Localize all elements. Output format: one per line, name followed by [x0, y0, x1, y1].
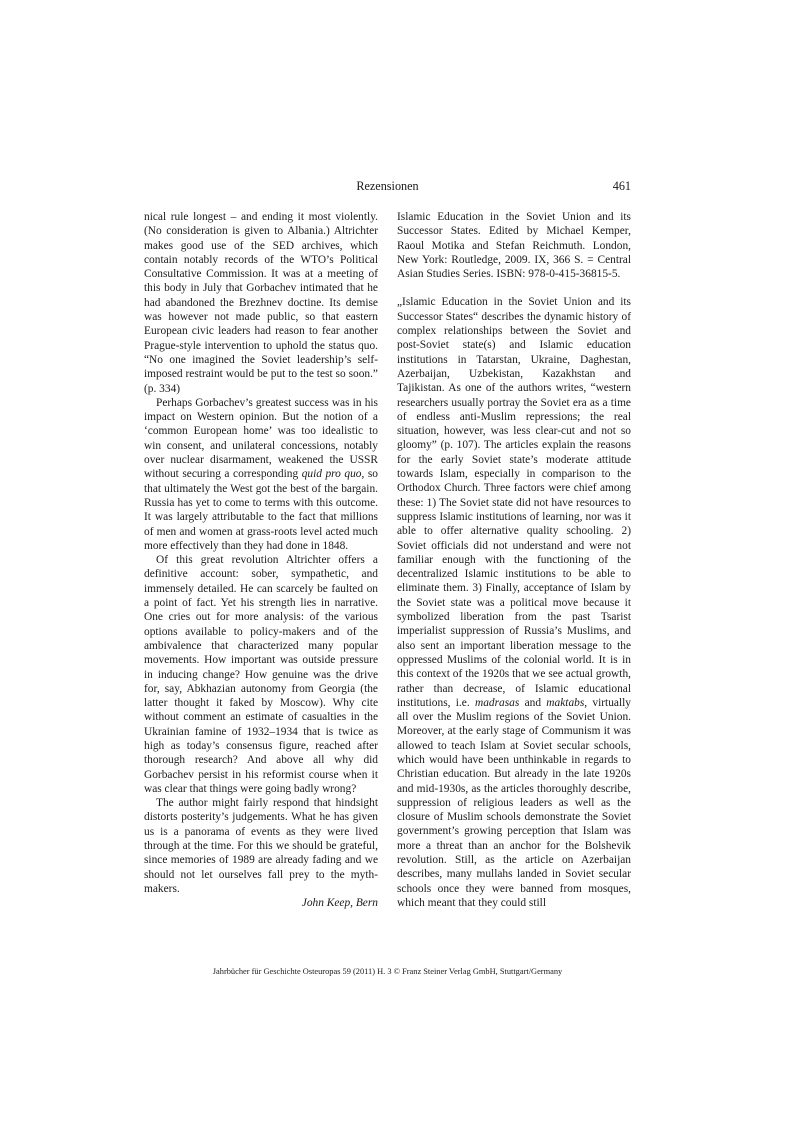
paragraph: The author might fairly respond that hindsight distorts posterity’s judgements. What he has given us is a panorama of events as they were lived through at the time. For this we should be grateful, since memories of 1989 are already fading and we should not let ourselves fall prey to the myth-makers. [144, 797, 378, 895]
left-column [144, 210, 378, 911]
emphasis: madrasas [474, 696, 520, 709]
running-title: Rezensionen [356, 179, 419, 193]
page-footer: Jahrbücher für Geschichte Osteuropas 59 (2011) H. 3 © Franz Steiner Verlag GmbH, Stuttgart/Germany [212, 967, 563, 976]
running-header [144, 179, 631, 195]
page-number: 461 [612, 179, 631, 193]
paragraph: Of this great revolution Altrichter offers a definitive account: sober, sympathetic, and immensely detailed. He can scarcely be faulted on a point of fact. Yet his strength lies in narrative. One cries out for more analysis: of the various options available to policy-makers and of the ambivalence that characterized many popular movements. How important was outside pressure in inducing change? How genuine was the drive for, say, Abkhazian autonomy from Georgia (the latter thought it faked by Moscow). Why cite without comment an estimate of casualties in the Ukrainian famine of 1932–1934 that is twice as high as today’s consensus figure, reached after thorough research? And above all why did Gorbachev persist in his reformist course when it was clear that things were going badly wrong? [144, 554, 378, 795]
paragraph: „Islamic Education in the Soviet Union and its Successor States“ describes the dynamic history of complex relationships between the Soviet and post-Soviet state(s) and Islamic education institutions in Tatarstan, Ukraine, Daghestan, Azerbaijan, Uzbekistan, Kazakhstan and Tajikistan. As one of the authors writes, “western researchers usually portray the Soviet era as a time of endless anti-Muslim repressions; the real situation, however, was less clear-cut and not so gloomy” (p. 107). The articles explain the reasons for the early Soviet state’s moderate attitude towards Islam, especially in comparison to the Orthodox Church. Three factors were chief among these: 1) The Soviet state did not have resources to suppress Islamic institutions of learning, nor was it able to offer alternative quality schooling. 2) Soviet officials did not understand and were not familiar enough with the functioning of the decentralized Islamic institutions to be able to eliminate them. 3) Finally, acceptance of Islam by the Soviet state was a political move because it symbolized liberation from the past Tsarist imperialist suppression of Russia’s Muslims, and also sent an important liberation message to the oppressed Muslims of the colonial world. It is in this context of the 1920s that we see actual growth, rather than decrease, of Islamic educational institutions, i.e. madrasas and maktabs, virtually all over the Muslim regions of the Soviet Union. Moreover, at the early stage of Communism it was allowed to teach Islam at Soviet secular schools, which would have been unthinkable in regards to Christian education. But already in the late 1920s and mid-1930s, as the articles thoroughly describe, suppression of religious leaders as well as the closure of Muslim schools demonstrate the Soviet government’s growing perception that Islam was more a threat than an anchor for the Bolshevik revolution. Still, as the article on Azerbaijan describes, many mullahs landed in Soviet secular schools once they were banned from mosques, which meant that they could still [397, 296, 631, 909]
reviewer-signature: John Keep, Bern [301, 897, 378, 910]
paragraph: Perhaps Gorbachev’s greatest success was in his impact on Western opinion. But the notion of a ‘common European home’ was too idealistic to win consent, and unilateral concessions, notably over nuclear disarmament, weakened the USSR without securing a corresponding quid pro quo, so that ultimately the West got the best of the bargain. Russia has yet to come to terms with this outcome. It was largely attributable to the fact that millions of men and women at grass-roots level acted much more effectively than they had done in 1848. [144, 396, 378, 552]
emphasis: maktabs [546, 696, 585, 709]
right-column [397, 210, 631, 910]
paragraph: nical rule longest – and ending it most violently. (No consideration is given to Albania.) Altrichter makes good use of the SED archives, which contain notably records of the WTO’s Political Consultative Commission. It was at a meeting of this body in July that Gorbachev intimated that he had abandoned the Brezhnev doctine. Its demise was however not made public, so that eastern European civic leaders had reason to fear another Prague-style intervention to uphold the status quo. “No one imagined the Soviet leadership’s self-imposed restraint would be put to the test so soon.” (p. 334) [144, 211, 378, 395]
book-citation: Islamic Education in the Soviet Union and its Successor States. Edited by Michael Kemper, Raoul Motika and Stefan Reichmuth. London, New York: Routledge, 2009. IX, 366 S. = Central Asian Studies Series. ISBN: 978-0-415-36815-5. [397, 211, 631, 281]
emphasis: quid pro quo [301, 468, 362, 481]
